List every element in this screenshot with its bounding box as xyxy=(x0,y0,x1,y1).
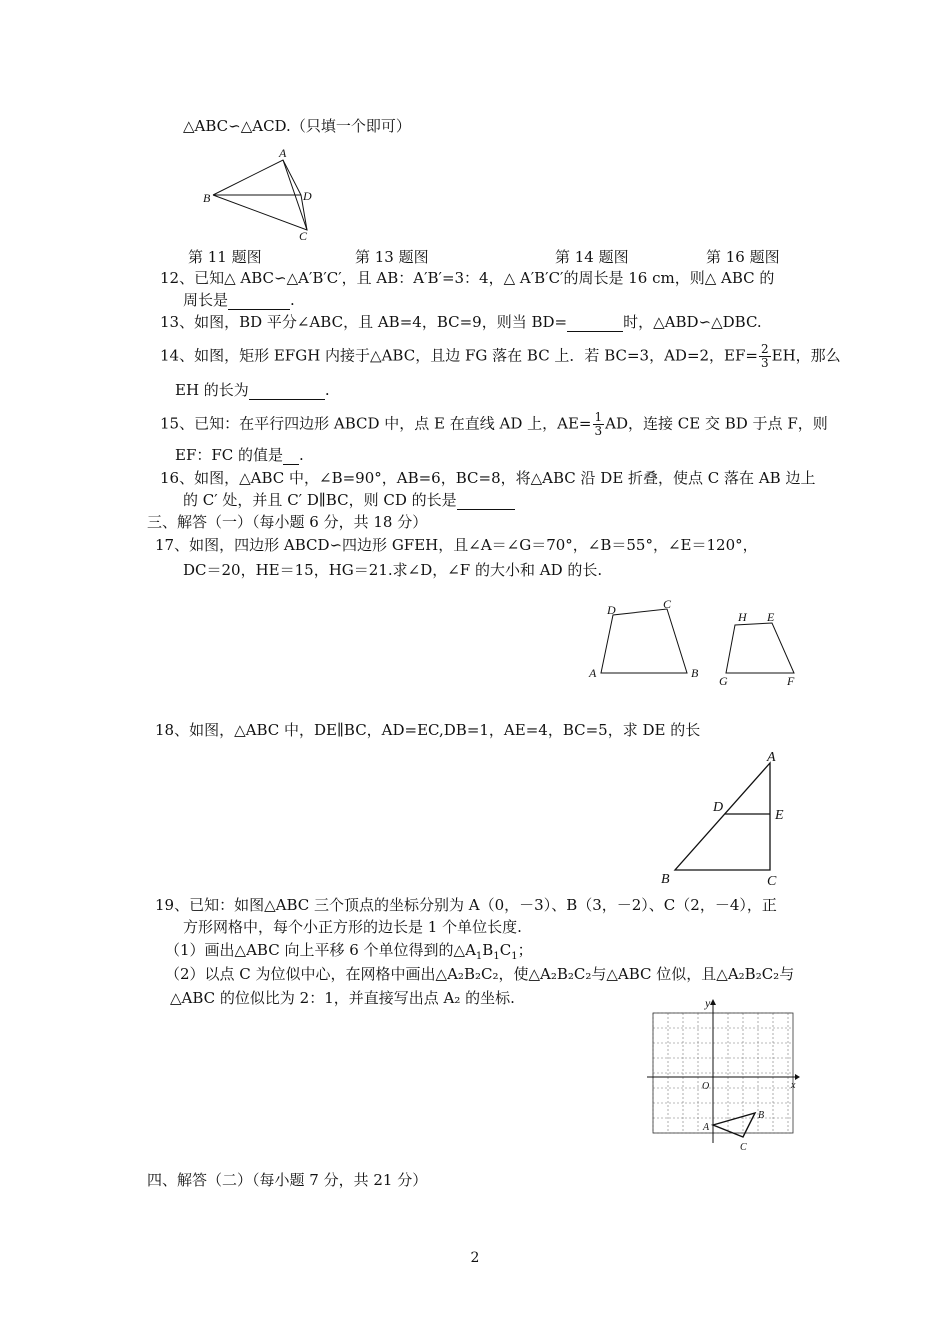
fig17-label-f: F xyxy=(787,674,795,688)
q12-line1: 12、已知△ ABC∽△A′B′C′，且 AB：A′B′=3：4，△ A′B′C′的周长是 16 cm，则△ ABC 的 xyxy=(160,269,775,287)
fig19-label-x: x xyxy=(791,1080,796,1091)
figure-19-grid xyxy=(645,995,805,1155)
fig19-label-b: B xyxy=(758,1110,765,1121)
q19-line1: 19、已知：如图△ABC 三个顶点的坐标分别为 A（0，－3）、B（3，－2）、C（2，－4），正 xyxy=(155,896,777,914)
page-number: 2 xyxy=(470,1250,480,1266)
fig19-label-y: y xyxy=(705,996,711,1010)
q14-fraction: $\frac{2}{3}$ xyxy=(761,342,769,370)
q12-line2: 周长是 . xyxy=(183,291,295,309)
fig11-label-c: C xyxy=(299,229,308,240)
fig17-label-g: G xyxy=(719,674,728,688)
q16-blank xyxy=(457,493,515,510)
q15-line1: 15、已知：在平行四边形 ABCD 中，点 E 在直线 AD 上，AE= $\frac{1}{3}$ AD，连接 CE 交 BD 于点 F，则 xyxy=(160,410,828,438)
fig18-label-d: D xyxy=(713,800,724,815)
q18: 18、如图，△ABC 中，DE∥BC，AD=EC,DB=1，AE=4，BC=5，求 DE 的长 xyxy=(155,721,701,739)
q15-blank xyxy=(283,448,299,465)
figure-18 xyxy=(655,745,795,895)
fig17-label-e: E xyxy=(767,610,775,624)
fig17-label-h: H xyxy=(738,610,747,624)
q16-line2: 的 C′ 处，并且 C′ D∥BC，则 CD 的长是 xyxy=(183,490,515,510)
q15-line2: EF：FC 的值是 . xyxy=(175,446,304,464)
fig19-label-c: C xyxy=(740,1142,747,1153)
fig19-label-a: A xyxy=(703,1122,710,1133)
q19-part2-line1: （2）以点 C 为位似中心，在网格中画出△A₂B₂C₂，使△A₂B₂C₂与△ABC 位似，且△A₂B₂C₂与 xyxy=(165,965,795,983)
q15-fraction: $\frac{1}{3}$ xyxy=(594,410,603,438)
caption-fig13: 第 13 题图 xyxy=(355,248,429,266)
caption-fig14: 第 14 题图 xyxy=(555,248,629,266)
figure-11 xyxy=(195,145,325,240)
q12-blank xyxy=(228,293,290,310)
fig17-label-a: A xyxy=(589,666,597,680)
q17-line2: DC＝20，HE＝15，HG＝21.求∠D，∠F 的大小和 AD 的长. xyxy=(183,561,603,579)
fig11-label-d: D xyxy=(303,189,312,203)
fig17-label-d: D xyxy=(607,603,616,617)
caption-fig16: 第 16 题图 xyxy=(706,248,780,266)
section-4-heading: 四、解答（二）（每小题 7 分，共 21 分） xyxy=(147,1171,428,1189)
q14-line2: EH 的长为 . xyxy=(175,381,330,399)
fig11-label-a: A xyxy=(279,146,287,160)
fig19-label-o: O xyxy=(702,1081,710,1092)
q19-part1: （1）画出△ABC 向上平移 6 个单位得到的$\triangle A_1B_1C_1$； xyxy=(165,941,533,962)
fig17-label-c: C xyxy=(663,597,672,611)
q14-blank xyxy=(249,383,325,400)
fig18-label-b: B xyxy=(661,872,670,887)
q19-line2: 方形网格中，每个小正方形的边长是 1 个单位长度. xyxy=(183,918,522,936)
fig18-label-c: C xyxy=(767,874,777,889)
q17-line1: 17、如图，四边形 ABCD∽四边形 GFEH，且∠A＝∠G＝70°，∠B＝55°，∠E＝120°， xyxy=(155,536,758,554)
fig11-label-b: B xyxy=(203,191,211,205)
section-3-heading: 三、解答（一）（每小题 6 分，共 18 分） xyxy=(147,513,428,531)
q13-blank xyxy=(567,315,623,332)
fig17-label-b: B xyxy=(691,666,699,680)
caption-fig11: 第 11 题图 xyxy=(188,248,262,266)
fig18-label-a: A xyxy=(767,750,776,765)
figure-17 xyxy=(585,595,805,690)
q19-part2-line2: △ABC 的位似比为 2：1，并直接写出点 A₂ 的坐标. xyxy=(170,989,515,1007)
q10-answer-note: △ABC∽△ACD.（只填一个即可） xyxy=(183,117,411,135)
q14-line1: 14、如图，矩形 EFGH 内接于△ABC，且边 FG 落在 BC 上．若 BC=3，AD=2，EF= $\frac{2}{3}$ EH，那么 xyxy=(160,342,841,370)
fig18-label-e: E xyxy=(775,808,784,823)
q16-line1: 16、如图，△ABC 中，∠B=90°，AB=6，BC=8，将△ABC 沿 DE 折叠，使点 C 落在 AB 边上 xyxy=(160,469,816,487)
q13: 13、如图，BD 平分∠ABC，且 AB=4，BC=9，则当 BD= 时，△ABD∽△DBC. xyxy=(160,313,762,331)
